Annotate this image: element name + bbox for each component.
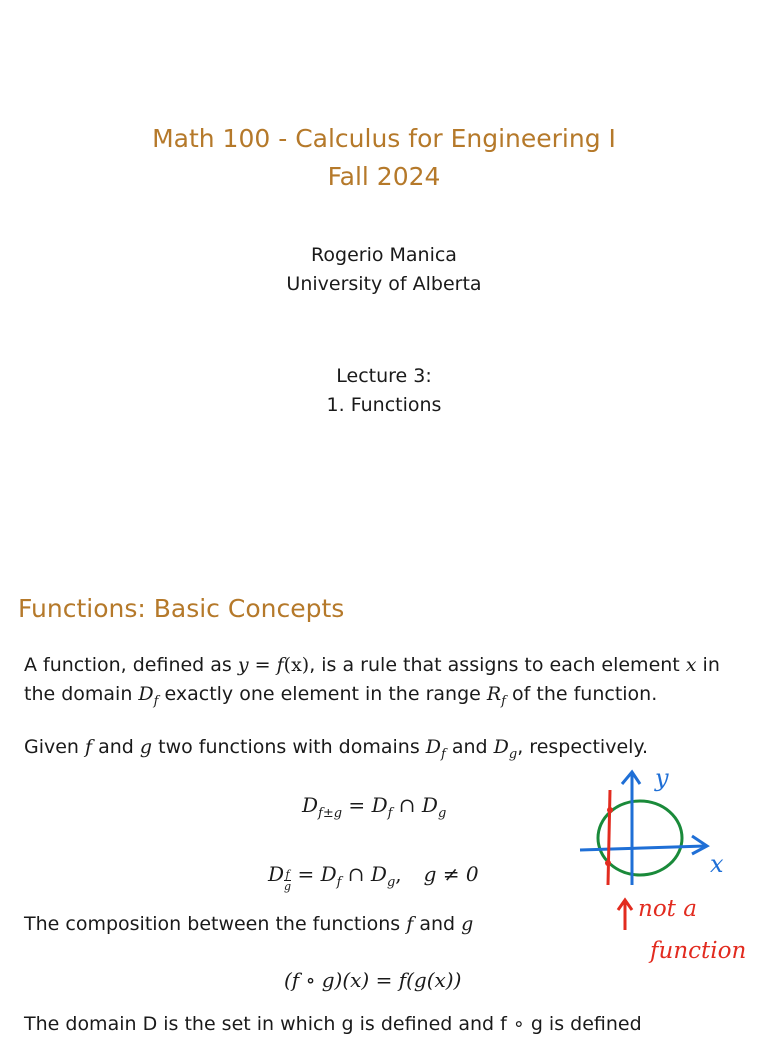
equation-composition: (f ∘ g)(x) = f(g(x)) <box>284 968 462 992</box>
author-name: Rogerio Manica <box>311 244 457 266</box>
paragraph-domain-cutoff: The domain D is the set in which g is defined and f ∘ g is defined <box>24 1013 642 1035</box>
paragraph-composition: The composition between the functions f and g <box>24 913 474 935</box>
paragraph-definition-line2: the domain $D_f$ exactly one element in the range $R_f$ of the function. <box>24 683 658 709</box>
vertical-line-test <box>608 790 610 885</box>
lecture-number: Lecture 3: <box>336 365 432 387</box>
annotation-note-line1: not a <box>638 896 697 922</box>
axis-label-y: y <box>655 764 669 792</box>
course-title: Math 100 - Calculus for Engineering I <box>152 124 616 153</box>
paragraph-definition-line1: A function, defined as y = f(x), is a rule that assigns to each element x in <box>24 654 720 676</box>
institution-name: University of Alberta <box>286 273 482 295</box>
annotation-note-line2: function <box>650 938 747 964</box>
course-term: Fall 2024 <box>327 162 441 191</box>
paragraph-given: Given f and g two functions with domains $D_f$ and $D_g$, respectively. <box>24 736 648 762</box>
quotient-subscript: $\frac{f}{g}$ <box>284 868 292 893</box>
intersection-bottom <box>605 860 611 866</box>
lecture-topic: 1. Functions <box>326 394 442 416</box>
section-heading: Functions: Basic Concepts <box>18 594 345 623</box>
equation-sum-domain: $D_{f\pm g} = D_f$ ∩ $D_g$ <box>302 793 447 821</box>
equation-quotient-domain: D $\frac{f}{g}$ = $D_f$ ∩ $D_g$, g ≠ 0 <box>268 862 479 893</box>
intersection-top <box>607 807 613 813</box>
axis-label-x: x <box>710 850 724 878</box>
